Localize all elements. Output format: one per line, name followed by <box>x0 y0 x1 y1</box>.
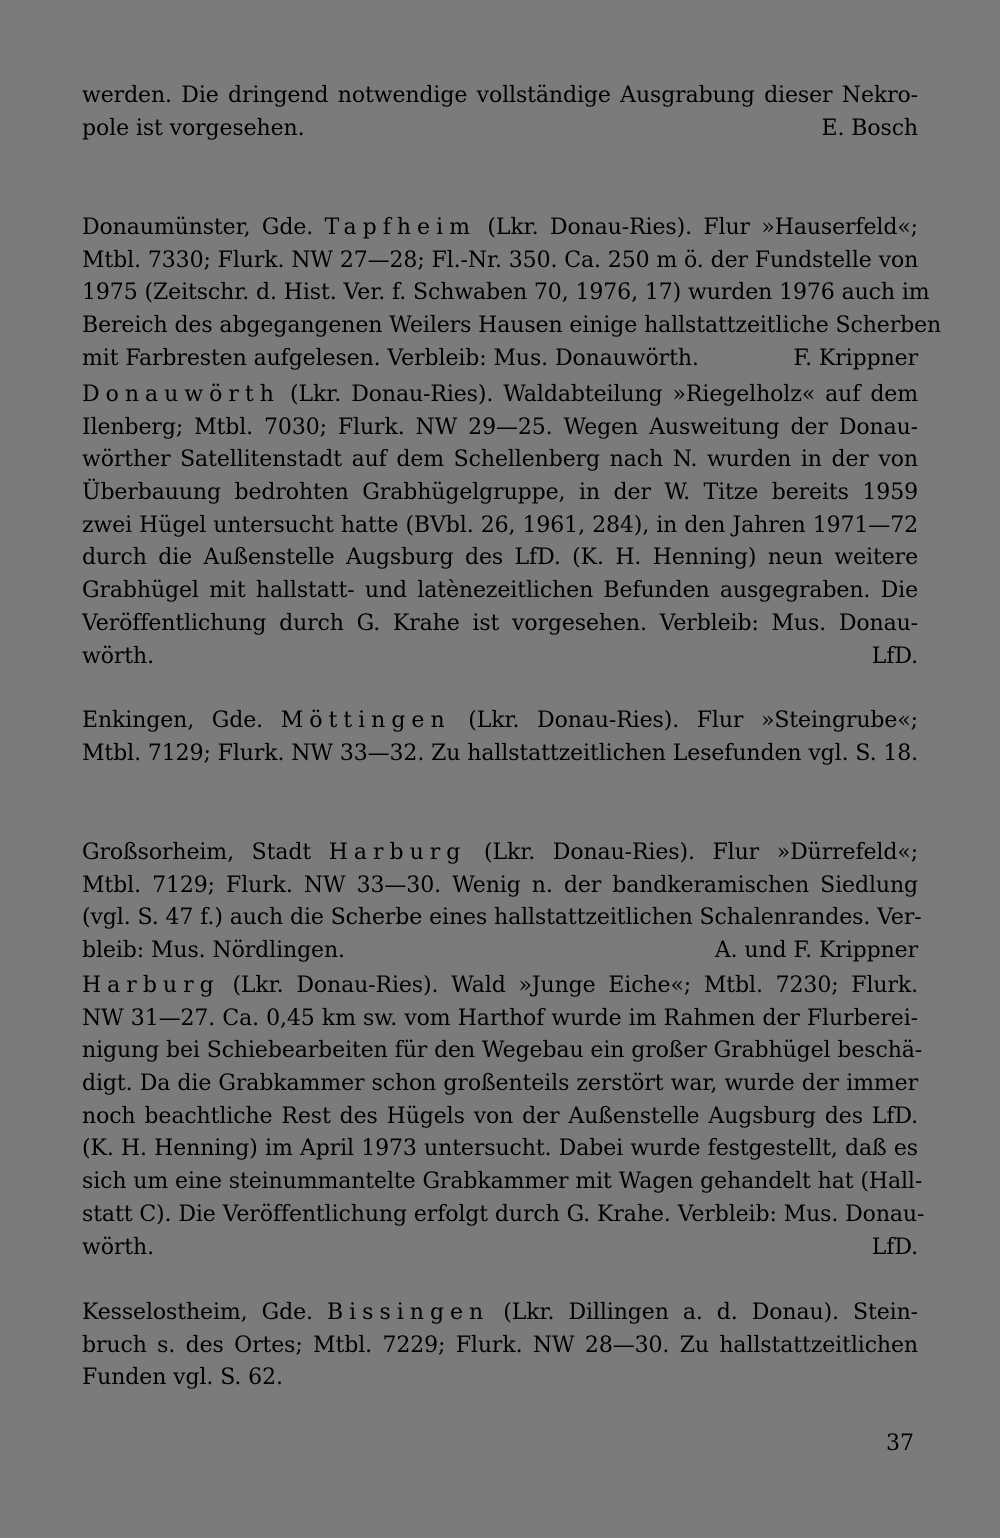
text-line: Mtbl. 7129; Flurk. NW 33—30. Wenig n. der bandkeramischen Siedlung <box>82 872 918 898</box>
entry-1 <box>82 80 918 145</box>
text-line <box>82 343 918 376</box>
text-line <box>82 1297 918 1330</box>
text-line: 1975 (Zeitschr. d. Hist. Ver. f. Schwaben 70, 1976, 17) wurden 1976 auch im <box>82 280 930 306</box>
line-text: wörth. <box>82 1234 154 1260</box>
entry-locality: Großsorheim, Stadt <box>82 840 329 865</box>
author-signature: LfD. <box>871 1234 918 1260</box>
entry-heading-rest: (Lkr. Donau-Ries). Flur »Dürrefeld«; <box>466 840 919 865</box>
author-signature: E. Bosch <box>821 115 918 141</box>
entry-locality: Enkingen, Gde. <box>82 708 281 733</box>
line-text: mit Farbresten aufgelesen. Verbleib: Mus. Donauwörth. <box>82 345 699 371</box>
municipality-name: Harburg <box>82 973 220 998</box>
author-signature: A. und F. Krippner <box>714 938 918 964</box>
text-line <box>82 970 918 1003</box>
text-line <box>82 935 918 968</box>
text-line: zwei Hügel untersucht hatte (BVbl. 26, 1961, 284), in den Jahren 1971—72 <box>82 512 918 538</box>
author-signature: LfD. <box>871 643 918 669</box>
text-line: NW 31—27. Ca. 0,45 km sw. vom Harthof wurde im Rahmen der Flurberei- <box>82 1005 918 1031</box>
author-signature: F. Krippner <box>793 345 918 371</box>
text-line: durch die Außenstelle Augsburg des LfD. (K. H. Henning) neun weitere <box>82 545 918 571</box>
text-line: bruch s. des Ortes; Mtbl. 7229; Flurk. NW 28—30. Zu hallstattzeitlichen <box>82 1332 918 1358</box>
municipality-name: Donauwörth <box>82 382 280 407</box>
text-line: noch beachtliche Rest des Hügels von der Außenstelle Augsburg des LfD. <box>82 1103 918 1129</box>
entry-2 <box>82 212 942 375</box>
entry-heading-rest: (Lkr. Dillingen a. d. Donau). Stein- <box>489 1300 918 1325</box>
text-line: Grabhügel mit hallstatt- und latènezeitlichen Befunden ausgegraben. Die <box>82 578 918 604</box>
text-line: sich um eine steinummantelte Grabkammer mit Wagen gehandelt hat (Hall- <box>82 1169 923 1195</box>
entry-7 <box>82 1297 918 1395</box>
text-line <box>82 379 918 412</box>
line-text: bleib: Mus. Nördlingen. <box>82 938 345 964</box>
municipality-name: Tapfheim <box>324 215 476 240</box>
entry-4 <box>82 705 918 770</box>
entry-3 <box>82 379 918 673</box>
line-text: wörth. <box>82 643 154 669</box>
entry-locality: Donaumünster, Gde. <box>82 215 325 240</box>
text-line: wörther Satellitenstadt auf dem Schellenberg nach N. wurden in der von <box>82 447 918 473</box>
municipality-name: Bissingen <box>326 1300 490 1325</box>
text-line: Mtbl. 7330; Flurk. NW 27—28; Fl.-Nr. 350. Ca. 250 m ö. der Fundstelle von <box>82 247 919 273</box>
entry-heading-rest: (Lkr. Donau-Ries). Flur »Steingrube«; <box>450 708 918 733</box>
entry-heading-rest: (Lkr. Donau-Ries). Wald »Junge Eiche«; Mtbl. 7230; Flurk. <box>219 973 918 998</box>
text-line <box>82 212 918 245</box>
municipality-name: Möttingen <box>280 708 451 733</box>
text-line <box>82 1232 918 1265</box>
page-number: 37 <box>886 1431 914 1456</box>
text-line: Mtbl. 7129; Flurk. NW 33—32. Zu hallstattzeitlichen Lesefunden vgl. S. 18. <box>82 740 919 766</box>
entry-heading-rest: (Lkr. Donau-Ries). Flur »Hauserfeld«; <box>475 215 918 240</box>
entry-5 <box>82 837 922 968</box>
text-line: Funden vgl. S. 62. <box>82 1365 283 1391</box>
text-line: (K. H. Henning) im April 1973 untersucht. Dabei wurde festgestellt, daß es <box>82 1136 918 1162</box>
line-text: pole ist vorgesehen. <box>82 115 305 141</box>
entry-heading-rest: (Lkr. Donau-Ries). Waldabteilung »Riegelholz« auf dem <box>279 382 918 407</box>
text-line: nigung bei Schiebearbeiten für den Wegebau ein großer Grabhügel beschä- <box>82 1038 923 1064</box>
text-line: Veröffentlichung durch G. Krahe ist vorgesehen. Verbleib: Mus. Donau- <box>82 610 918 636</box>
text-line: statt C). Die Veröffentlichung erfolgt durch G. Krahe. Verbleib: Mus. Donau- <box>82 1201 925 1227</box>
entry-locality: Kesselostheim, Gde. <box>82 1300 327 1325</box>
text-line <box>82 641 918 674</box>
text-line: werden. Die dringend notwendige vollständige Ausgrabung dieser Nekro- <box>82 83 918 108</box>
text-line: Überbauung bedrohten Grabhügelgruppe, in der W. Titze bereits 1959 <box>82 480 918 506</box>
text-line: digt. Da die Grabkammer schon großenteils zerstört war, wurde der immer <box>82 1071 918 1097</box>
municipality-name: Harburg <box>328 840 467 865</box>
text-line: (vgl. S. 47 f.) auch die Scherbe eines hallstattzeitlichen Schalenrandes. Ver- <box>82 905 922 931</box>
text-line <box>82 837 918 870</box>
text-line <box>82 705 918 738</box>
entry-6 <box>82 970 925 1264</box>
text-line: Ilenberg; Mtbl. 7030; Flurk. NW 29—25. Wegen Ausweitung der Donau- <box>82 414 918 440</box>
text-line: Bereich des abgegangenen Weilers Hausen einige hallstattzeitliche Scherben <box>82 313 942 339</box>
text-line <box>82 113 918 146</box>
